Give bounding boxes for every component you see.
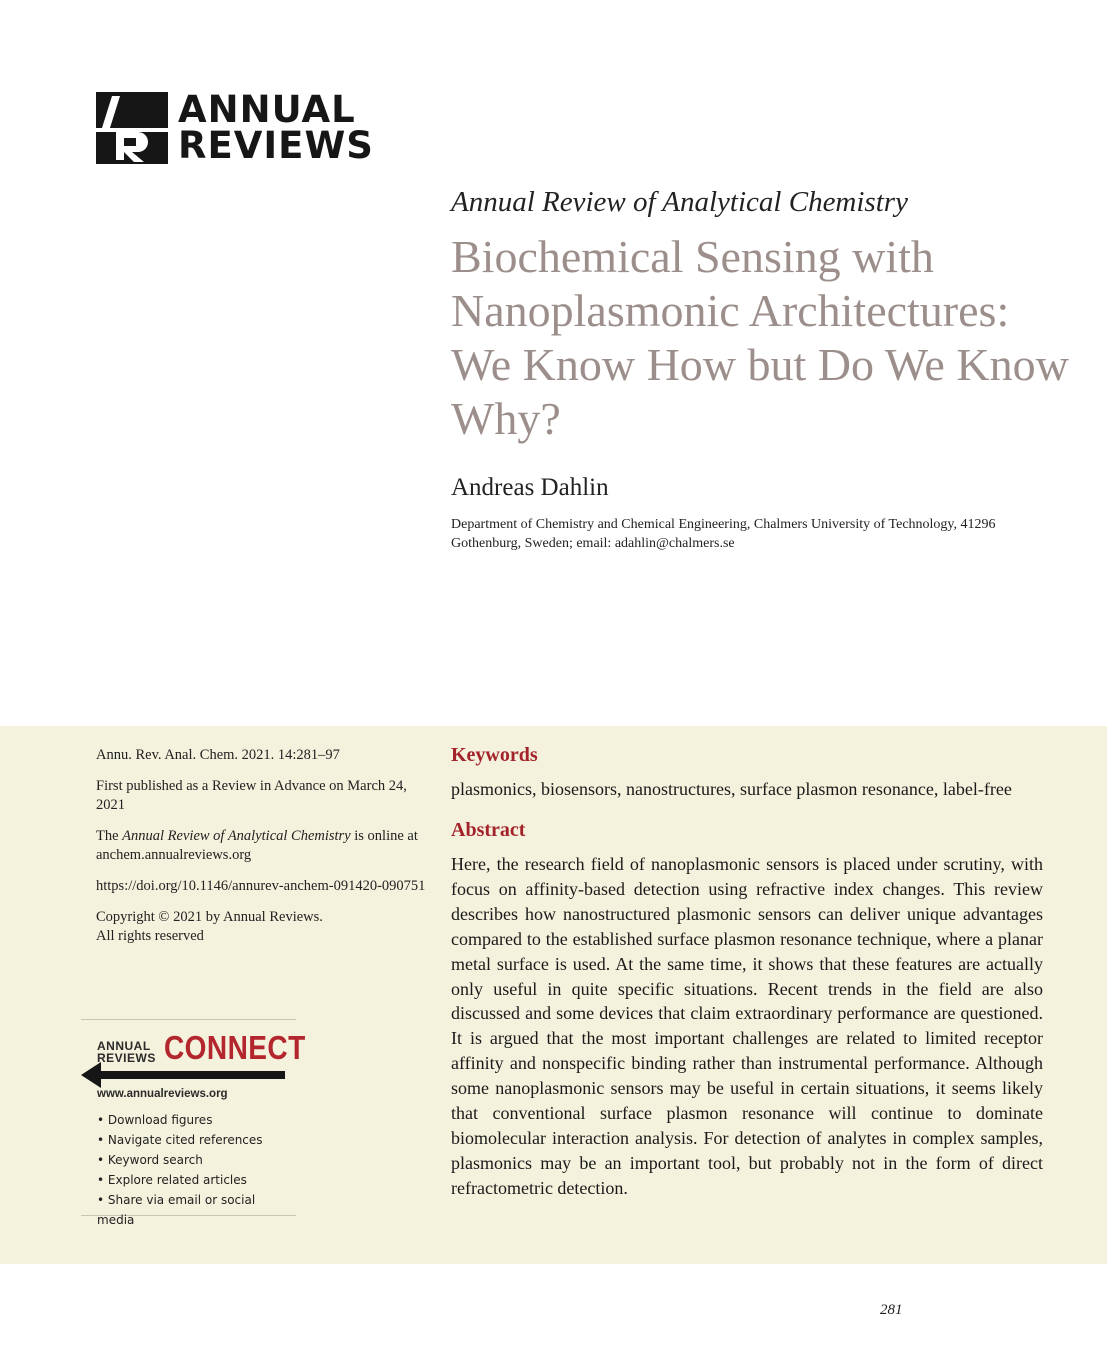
- page-number: 281: [880, 1302, 903, 1318]
- online-pre: The: [96, 828, 123, 844]
- list-item: • Share via email or social media: [97, 1193, 256, 1227]
- journal-name: Annual Review of Analytical Chemistry: [451, 186, 908, 218]
- connect-small-2: REVIEWS: [97, 1051, 156, 1065]
- author-affiliation: Department of Chemistry and Chemical Engineering, Chalmers University of Technology, 41296 Gothenburg, Sweden; email: adahlin@chalmers.se: [451, 517, 996, 551]
- arrow-left-icon: [81, 1056, 287, 1090]
- citation: Annu. Rev. Anal. Chem. 2021. 14:281–97: [96, 747, 340, 763]
- article-title: Biochemical Sensing with Nanoplasmonic Architectures: We Know How but Do We Know Why?: [451, 231, 1069, 444]
- abstract-text: Here, the research field of nanoplasmonic sensors is placed under scrutiny, with focus on affinity-based detection using refractive index changes. This review describes how nanostructured plasmonic sensors can deliver unique advantages compared to the established surface plasmon resonance technique, where a planar metal surface is used. At the same time, it shows that these features are actually only useful in quite specific situations. Recent trends in the field are also discussed and some devices that claim extraordinary performance are questioned. It is argued that the most important challenges are related to limited receptor affinity and nonspecific binding rather than instrumental performance. Although some nanoplasmonic sensors may be useful in certain situations, it seems likely that conventional surface plasmon resonance will continue to dominate biomolecular interaction analysis. For detection of analytes in complex samples, plasmonics may be an important tool, but probably not in the form of direct refractometric detection.: [451, 854, 1043, 1198]
- list-item: • Download figures: [97, 1113, 213, 1127]
- ar-monogram-icon: [96, 92, 168, 164]
- author-name: Andreas Dahlin: [451, 474, 609, 501]
- connect-url[interactable]: www.annualreviews.org: [97, 1088, 228, 1100]
- doi-link[interactable]: https://doi.org/10.1146/annurev-anchem-091420-090751: [96, 878, 426, 894]
- connect-title: CONNECT: [163, 1029, 306, 1066]
- online-journal: Annual Review of Analytical Chemistry: [122, 828, 351, 844]
- publication-date: First published as a Review in Advance on March 24, 2021: [96, 778, 407, 813]
- copyright: [96, 908, 426, 946]
- abstract-section: [451, 744, 1043, 1201]
- annual-reviews-connect-box[interactable]: [81, 1019, 306, 1227]
- logo-line-2: REVIEWS: [178, 124, 374, 167]
- keywords-heading: Keywords: [451, 744, 538, 766]
- logo-wordmark: [178, 88, 374, 167]
- logo-line-1: ANNUAL: [178, 88, 356, 131]
- list-item: • Navigate cited references: [97, 1133, 263, 1147]
- online-post[interactable]: is online at anchem.annualreviews.org: [96, 828, 418, 863]
- abstract-heading: Abstract: [451, 819, 526, 841]
- rights-line: All rights reserved: [96, 928, 204, 944]
- keywords-list: plasmonics, biosensors, nanostructures, surface plasmon resonance, label-free: [451, 779, 1012, 799]
- annual-reviews-logo[interactable]: [96, 88, 374, 167]
- list-item: • Keyword search: [97, 1153, 203, 1167]
- connect-feature-list: [97, 1110, 296, 1230]
- list-item: • Explore related articles: [97, 1173, 247, 1187]
- online-availability: [96, 827, 426, 865]
- copyright-line: Copyright © 2021 by Annual Reviews.: [96, 909, 323, 925]
- article-info-sidebar: [96, 746, 426, 946]
- connect-small-1: ANNUAL: [97, 1039, 151, 1053]
